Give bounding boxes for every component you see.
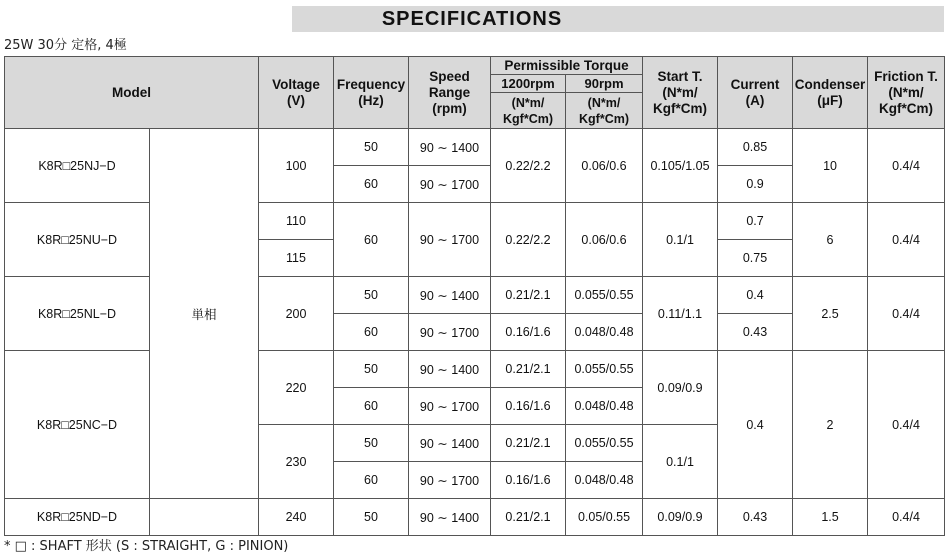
header-voltage: Voltage (V) [259, 57, 334, 129]
current-cell: 0.4 [718, 277, 793, 314]
header-friction-torque: Friction T. (N*m/ Kgf*Cm) [868, 57, 945, 129]
voltage-cell: 200 [259, 277, 334, 351]
model-cell: K8R□25NU−D [5, 203, 150, 277]
torque-1200-cell: 0.22/2.2 [491, 203, 566, 277]
speed-cell: 90 ∼ 1700 [409, 314, 491, 351]
speed-cell: 90 ∼ 1400 [409, 499, 491, 536]
phase-cell-blank [150, 499, 259, 536]
speed-cell: 90 ∼ 1400 [409, 129, 491, 166]
current-cell: 0.43 [718, 314, 793, 351]
header-start-torque: Start T. (N*m/ Kgf*Cm) [643, 57, 718, 129]
torque-1200-cell: 0.16/1.6 [491, 388, 566, 425]
start-torque-cell: 0.09/0.9 [643, 499, 718, 536]
frequency-cell: 60 [334, 166, 409, 203]
torque-1200-cell: 0.16/1.6 [491, 314, 566, 351]
current-cell: 0.4 [718, 351, 793, 499]
voltage-cell: 100 [259, 129, 334, 203]
header-speed-range: Speed Range (rpm) [409, 57, 491, 129]
torque-90-cell: 0.055/0.55 [566, 425, 643, 462]
start-torque-cell: 0.1/1 [643, 425, 718, 499]
frequency-cell: 50 [334, 277, 409, 314]
table-row [5, 277, 945, 314]
torque-90-cell: 0.055/0.55 [566, 277, 643, 314]
speed-cell: 90 ∼ 1400 [409, 277, 491, 314]
torque-1200-cell: 0.21/2.1 [491, 499, 566, 536]
frequency-cell: 50 [334, 351, 409, 388]
condenser-cell: 2 [793, 351, 868, 499]
condenser-cell: 6 [793, 203, 868, 277]
condenser-cell: 10 [793, 129, 868, 203]
friction-cell: 0.4/4 [868, 499, 945, 536]
model-cell: K8R□25NL−D [5, 277, 150, 351]
torque-90-cell: 0.048/0.48 [566, 388, 643, 425]
friction-cell: 0.4/4 [868, 351, 945, 499]
header-condenser: Condenser (μF) [793, 57, 868, 129]
spec-table [4, 56, 945, 536]
speed-cell: 90 ∼ 1700 [409, 203, 491, 277]
voltage-cell: 230 [259, 425, 334, 499]
header-permissible-torque: Permissible Torque [491, 57, 643, 75]
current-cell: 0.7 [718, 203, 793, 240]
frequency-cell: 50 [334, 499, 409, 536]
model-cell: K8R□25ND−D [5, 499, 150, 536]
header-torque-90rpm: 90rpm [566, 75, 643, 93]
current-cell: 0.43 [718, 499, 793, 536]
friction-cell: 0.4/4 [868, 129, 945, 203]
header-torque-90rpm-unit: (N*m/ Kgf*Cm) [566, 93, 643, 129]
start-torque-cell: 0.09/0.9 [643, 351, 718, 425]
friction-cell: 0.4/4 [868, 203, 945, 277]
torque-90-cell: 0.048/0.48 [566, 462, 643, 499]
model-cell: K8R□25NJ−D [5, 129, 150, 203]
torque-90-cell: 0.06/0.6 [566, 203, 643, 277]
frequency-cell: 50 [334, 129, 409, 166]
start-torque-cell: 0.1/1 [643, 203, 718, 277]
speed-cell: 90 ∼ 1400 [409, 351, 491, 388]
table-row [5, 203, 945, 240]
voltage-cell: 240 [259, 499, 334, 536]
speed-cell: 90 ∼ 1700 [409, 462, 491, 499]
header-frequency: Frequency (Hz) [334, 57, 409, 129]
condenser-cell: 1.5 [793, 499, 868, 536]
current-cell: 0.9 [718, 166, 793, 203]
friction-cell: 0.4/4 [868, 277, 945, 351]
torque-1200-cell: 0.16/1.6 [491, 462, 566, 499]
table-row [5, 351, 945, 388]
header-torque-1200rpm-unit: (N*m/ Kgf*Cm) [491, 93, 566, 129]
frequency-cell: 60 [334, 462, 409, 499]
torque-1200-cell: 0.22/2.2 [491, 129, 566, 203]
table-row [5, 499, 945, 536]
torque-90-cell: 0.048/0.48 [566, 314, 643, 351]
condenser-cell: 2.5 [793, 277, 868, 351]
voltage-cell: 110 [259, 203, 334, 240]
torque-1200-cell: 0.21/2.1 [491, 425, 566, 462]
frequency-cell: 60 [334, 314, 409, 351]
torque-90-cell: 0.05/0.55 [566, 499, 643, 536]
model-cell: K8R□25NC−D [5, 351, 150, 499]
header-model: Model [5, 57, 259, 129]
torque-90-cell: 0.055/0.55 [566, 351, 643, 388]
frequency-cell: 50 [334, 425, 409, 462]
start-torque-cell: 0.105/1.05 [643, 129, 718, 203]
shaft-footnote: * □ : SHAFT 形状 (S : STRAIGHT, G : PINION) [4, 539, 289, 554]
speed-cell: 90 ∼ 1700 [409, 166, 491, 203]
phase-cell: 単相 [150, 129, 259, 499]
page-title: SPECIFICATIONS [381, 8, 563, 30]
torque-90-cell: 0.06/0.6 [566, 129, 643, 203]
table-row [5, 129, 945, 166]
start-torque-cell: 0.11/1.1 [643, 277, 718, 351]
current-cell: 0.75 [718, 240, 793, 277]
frequency-cell: 60 [334, 388, 409, 425]
voltage-cell: 220 [259, 351, 334, 425]
voltage-cell: 115 [259, 240, 334, 277]
frequency-cell: 60 [334, 203, 409, 277]
header-torque-1200rpm: 1200rpm [491, 75, 566, 93]
header-current: Current (A) [718, 57, 793, 129]
speed-cell: 90 ∼ 1400 [409, 425, 491, 462]
speed-cell: 90 ∼ 1700 [409, 388, 491, 425]
torque-1200-cell: 0.21/2.1 [491, 351, 566, 388]
rating-subtitle: 25W 30分 定格, 4極 [4, 38, 127, 53]
current-cell: 0.85 [718, 129, 793, 166]
torque-1200-cell: 0.21/2.1 [491, 277, 566, 314]
